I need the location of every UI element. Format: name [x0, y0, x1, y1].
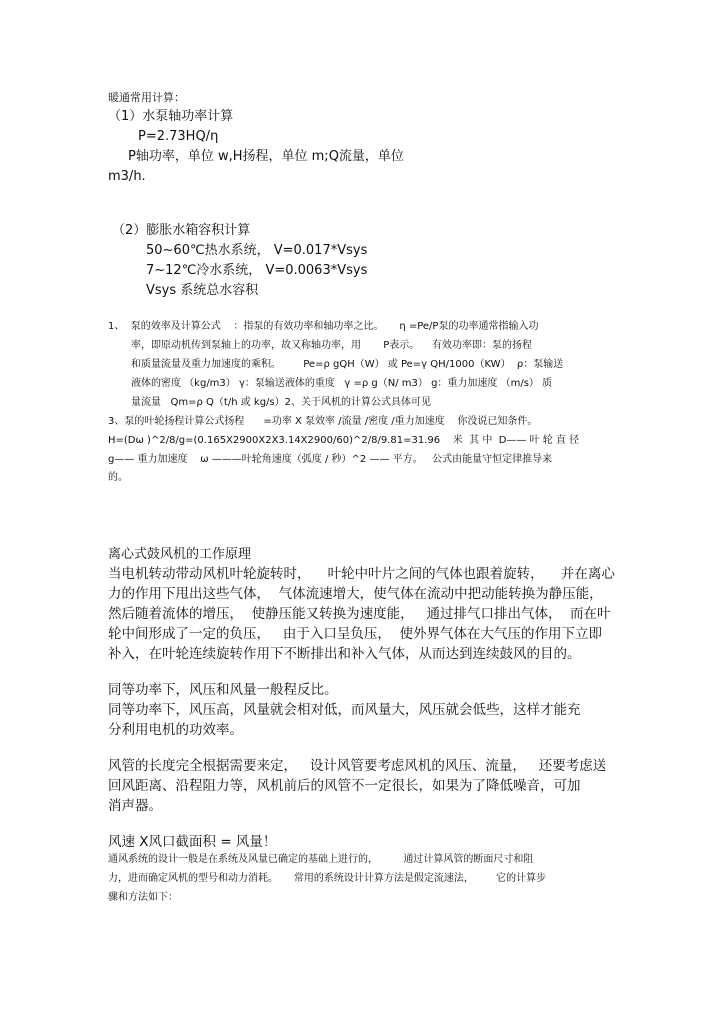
ventilation-design-line: 骤和方法如下： — [108, 892, 178, 903]
tank-cold-formula: 7~12℃冷水系统， V=0.0063*Vsys — [146, 263, 368, 278]
pressure-volume-line: 分利用电机的功效率。 — [108, 722, 243, 738]
pump-efficiency-line: 率，即原动机传到泵轴上的功率，故又称轴功率，用 P表示。 有效功率即：泵的扬程 — [131, 340, 532, 351]
blower-principle-line: 然后随着流体的增压， 使静压能又转换为速度能， 通过排气口排出气体， 而在叶 — [108, 606, 611, 622]
pump-title: （1）水泵轴功率计算 — [108, 109, 234, 124]
pump-efficiency-line: 液体的密度 （kg/m3） γ：泵输送液体的重度 γ =ρ g（N/ m3） g：重力加速度 （m/s） 质 — [131, 378, 553, 389]
pressure-volume-line: 同等功率下，风压高，风量就会相对低，而风量大，风压就会低些，这样才能充 — [108, 702, 581, 718]
ventilation-design-line: 通风系统的设计一般是在系统及风量已确定的基础上进行的， 通过计算风管的断面尺寸和阻 — [108, 854, 534, 865]
pump-desc-unit: m3/h. — [108, 169, 146, 184]
tank-title: （2）膨胀水箱容积计算 — [112, 223, 251, 238]
pump-desc: P轴功率，单位 w,H扬程，单位 m;Q流量，单位 — [128, 149, 404, 164]
tank-vsys-note: Vsys 系统总水容积 — [146, 283, 259, 298]
impeller-head-line: H=(Dω )^2/8/g=(0.165X2900X2X3.14X2900/60)^2/8/9.81=31.96 米 其 中 D—— 叶 轮 直 径 — [108, 435, 580, 446]
blower-principle-line: 轮中间形成了一定的负压， 由于入口呈负压， 使外界气体在大气压的作用下立即 — [108, 626, 602, 642]
impeller-head-line: 3、泵的叶轮扬程计算公式扬程 =功率 X 泵效率 /流量 /密度 /重力加速度 你没说已知条件。 — [108, 416, 538, 427]
pump-efficiency-line: 和质量流量及重力加速度的乘积。 Pe=ρ gQH（W） 或 Pe=γ QH/1000（KW） ρ：泵输送 — [131, 359, 564, 370]
airflow-formula: 风速 X风口截面积 = 风量！ — [108, 834, 277, 850]
impeller-head-line: g—— 重力加速度 ω ———叶轮角速度（弧度 / 秒）^2 —— 平方。 公式由能量守恒定律推导来 — [108, 454, 553, 465]
blower-title: 离心式鼓风机的工作原理 — [108, 547, 252, 562]
pump-formula: P=2.73HQ/η — [138, 129, 219, 144]
duct-length-line: 回风距离、沿程阻力等，风机前后的风管不一定很长，如果为了降低噪音，可加 — [108, 778, 581, 794]
tank-hot-formula: 50~60℃热水系统， V=0.017*Vsys — [146, 243, 368, 258]
duct-length-line: 风管的长度完全根据需要来定， 设计风管要考虑风机的风压、流量， 还要考虑送 — [108, 758, 607, 774]
blower-principle-line: 补入，在叶轮连续旋转作用下不断排出和补入气体，从而达到连续鼓风的目的。 — [108, 646, 581, 662]
pump-efficiency-line: 量流量 Qm=ρ Q（t/h 或 kg/s）2、关于风机的计算公式具体可见 — [131, 397, 431, 408]
blower-principle-line: 当电机转动带动风机叶轮旋转时， 叶轮中叶片之间的气体也跟着旋转， 并在离心 — [108, 566, 615, 582]
pump-efficiency-line: 1、 泵的效率及计算公式 ：指泵的有效功率和轴功率之比。 η =Pe/P泵的功率通常指输入功 — [108, 321, 539, 332]
pressure-volume-line: 同等功率下，风压和风量一般程反比。 — [108, 682, 338, 698]
doc-heading: 暖通常用计算： — [108, 91, 185, 104]
impeller-head-line: 的。 — [108, 472, 128, 483]
blower-principle-line: 力的作用下甩出这些气体， 气体流速增大，使气体在流动中把动能转换为静压能， — [108, 586, 603, 602]
duct-length-line: 消声器。 — [108, 798, 162, 814]
ventilation-design-line: 力，进而确定风机的型号和动力消耗。 常用的系统设计计算方法是假定流速法， 它的计算步 — [108, 873, 547, 884]
